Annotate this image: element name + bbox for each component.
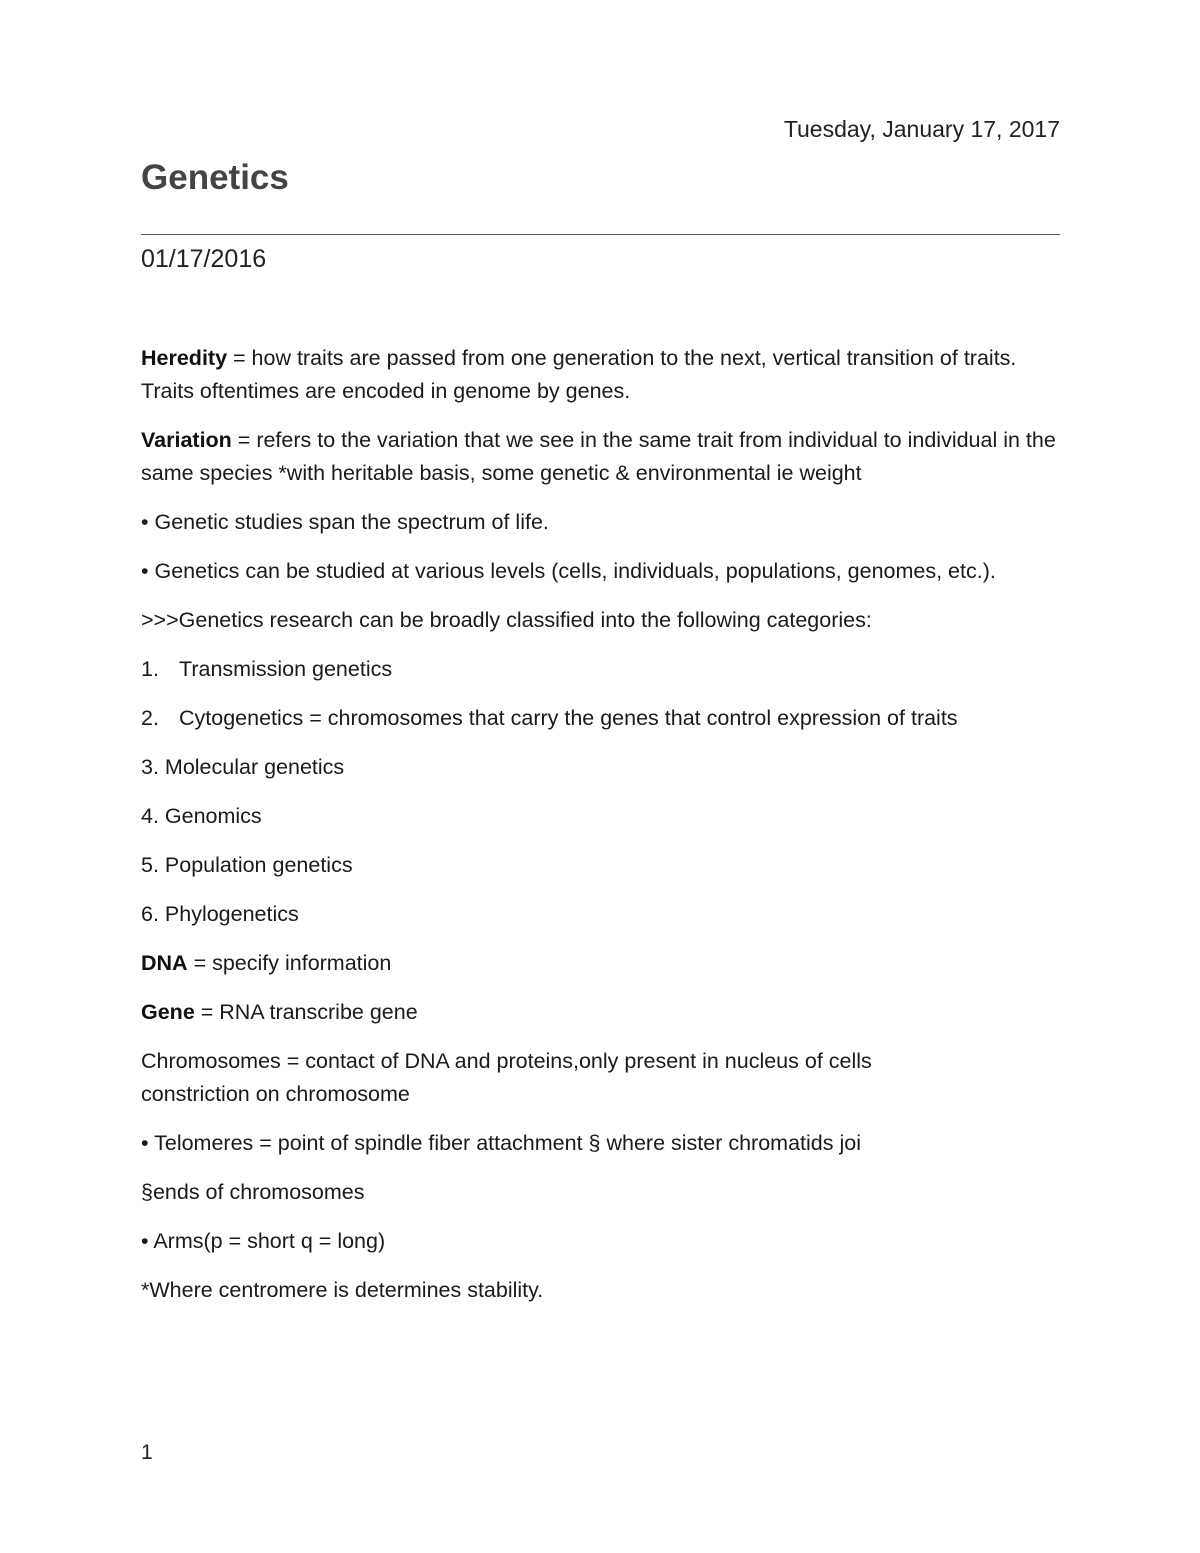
list-item-2 xyxy=(141,702,1061,735)
dna-paragraph xyxy=(141,947,1061,980)
gene-term: Gene xyxy=(141,1000,195,1024)
dna-definition: = specify information xyxy=(187,951,392,975)
bullet-spectrum: • Genetic studies span the spectrum of life. xyxy=(141,510,549,534)
variation-paragraph xyxy=(141,424,1061,490)
arms-bullet: • Arms(p = short q = long) xyxy=(141,1229,386,1253)
heredity-definition: = how traits are passed from one generation to the next, vertical transition of traits. Traits oftentimes are encoded in genome by genes. xyxy=(141,346,1017,403)
variation-definition: = refers to the variation that we see in the same trait from individual to individual in the same species *with heritable basis, some genetic & environmental ie weight xyxy=(141,428,1056,485)
chromosomes-line-1: Chromosomes = contact of DNA and proteins,only present in nucleus of cells xyxy=(141,1049,872,1073)
centromere-note: *Where centromere is determines stability. xyxy=(141,1278,544,1302)
list-item-1-text: Transmission genetics xyxy=(179,657,393,681)
page-title: Genetics xyxy=(141,158,289,197)
list-item-2-text: Cytogenetics = chromosomes that carry the genes that control expression of traits xyxy=(179,706,958,730)
page-number: 1 xyxy=(141,1441,153,1464)
ends-line: §ends of chromosomes xyxy=(141,1180,365,1204)
categories-intro: >>>Genetics research can be broadly classified into the following categories: xyxy=(141,608,872,632)
list-item-4: 4. Genomics xyxy=(141,804,262,828)
list-item-6: 6. Phylogenetics xyxy=(141,902,299,926)
dna-term: DNA xyxy=(141,951,188,975)
note-date: 01/17/2016 xyxy=(141,245,267,273)
title-divider xyxy=(141,234,1060,235)
list-item-5: 5. Population genetics xyxy=(141,853,353,877)
chromosomes-line-2: constriction on chromosome xyxy=(141,1082,410,1106)
telomeres-bullet: • Telomeres = point of spindle fiber attachment § where sister chromatids joi xyxy=(141,1131,861,1155)
note-body xyxy=(141,342,1061,1323)
list-item-1 xyxy=(141,653,1061,686)
heredity-paragraph xyxy=(141,342,1061,408)
chromosomes-paragraph xyxy=(141,1045,1061,1111)
gene-definition: = RNA transcribe gene xyxy=(194,1000,418,1024)
list-item-1-number: 1. xyxy=(141,657,159,681)
heredity-term: Heredity xyxy=(141,346,228,370)
list-item-2-number: 2. xyxy=(141,706,159,730)
list-item-3: 3. Molecular genetics xyxy=(141,755,345,779)
bullet-levels: • Genetics can be studied at various levels (cells, individuals, populations, genomes, etc.). xyxy=(141,559,996,583)
header-date: Tuesday, January 17, 2017 xyxy=(783,116,1060,142)
variation-term: Variation xyxy=(141,428,232,452)
gene-paragraph xyxy=(141,996,1061,1029)
